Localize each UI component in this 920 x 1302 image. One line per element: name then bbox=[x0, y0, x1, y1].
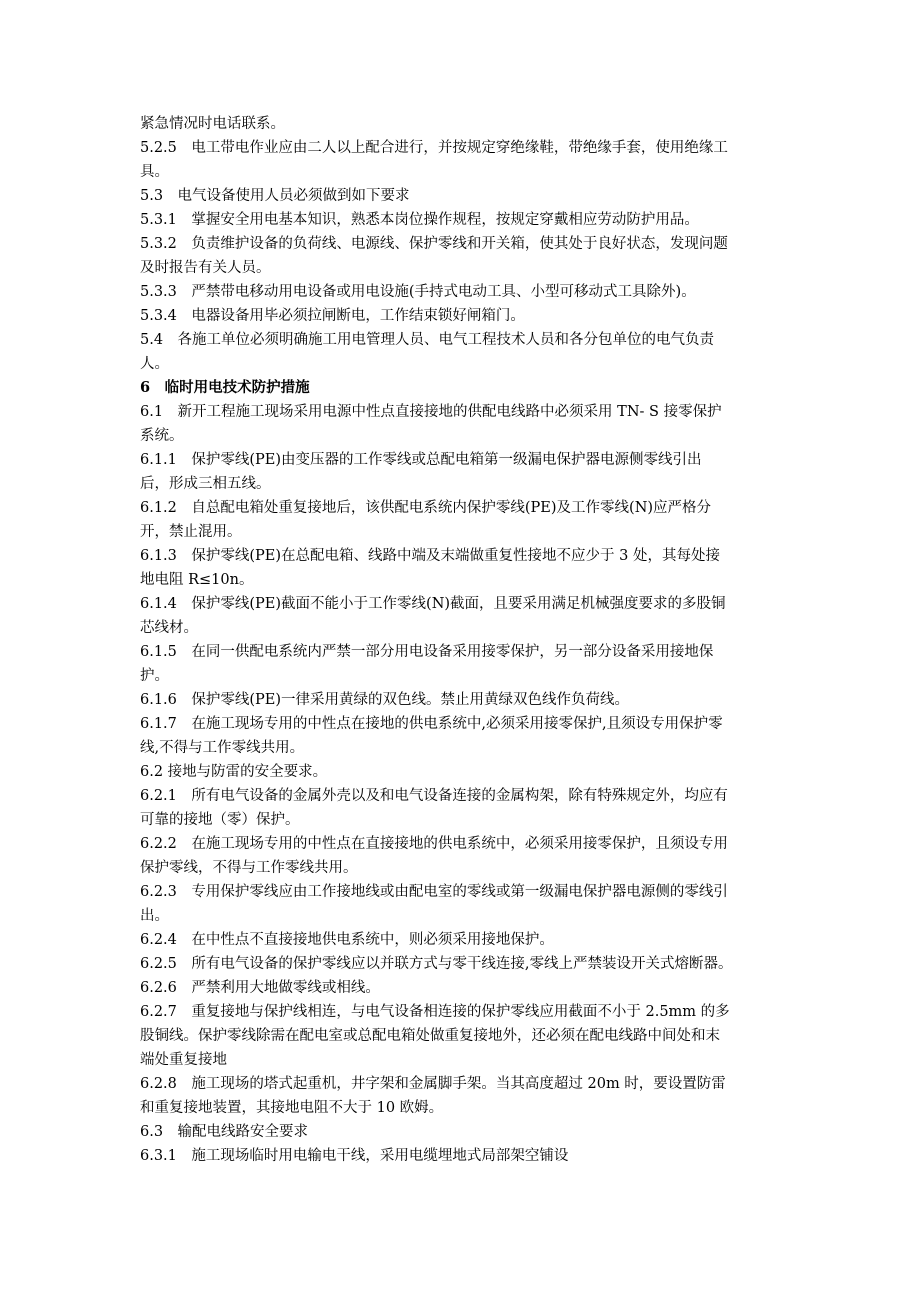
text-line: 5.3.4 电器设备用毕必须拉闸断电，工作结束锁好闸箱门。 bbox=[140, 308, 525, 324]
text-line: 系统。 bbox=[140, 428, 184, 444]
text-line: 端处重复接地 bbox=[140, 1052, 227, 1068]
text-line: 可靠的接地（零）保护。 bbox=[140, 812, 300, 828]
text-line: 保护零线，不得与工作零线共用。 bbox=[140, 860, 358, 876]
text-line: 5.3.2 负责维护设备的负荷线、电源线、保护零线和开关箱，使其处于良好状态，发现问题 bbox=[140, 236, 728, 252]
text-line: 6.1.1 保护零线(PE)由变压器的工作零线或总配电箱第一级漏电保护器电源侧零线引出 bbox=[140, 452, 702, 468]
text-line: 6.3.1 施工现场临时用电输电干线，采用电缆埋地式局部架空铺设 bbox=[140, 1148, 569, 1164]
text-line: 6.3 输配电线路安全要求 bbox=[140, 1124, 309, 1140]
text-line: 6.1.3 保护零线(PE)在总配电箱、线路中端及末端做重复性接地不应少于 3 处，其每处接 bbox=[140, 548, 720, 564]
text-line: 开，禁止混用。 bbox=[140, 524, 242, 540]
text-line: 6.2.8 施工现场的塔式起重机，井字架和金属脚手架。当其高度超过 20m 时，要设置防雷 bbox=[140, 1076, 726, 1092]
text-line: 及时报告有关人员。 bbox=[140, 260, 271, 276]
text-line: 人。 bbox=[140, 356, 169, 372]
text-line: 5.4 各施工单位必须明确施工用电管理人员、电气工程技术人员和各分包单位的电气负责 bbox=[140, 332, 715, 348]
text-line: 6.2.3 专用保护零线应由工作接地线或由配电室的零线或第一级漏电保护器电源侧的零线引 bbox=[140, 884, 728, 900]
text-line: 6.1 新开工程施工现场采用电源中性点直接接地的供配电线路中必须采用 TN- S 接零保护 bbox=[140, 404, 722, 420]
text-line: 6.2.5 所有电气设备的保护零线应以并联方式与零干线连接,零线上严禁装设开关式熔断器。 bbox=[140, 956, 733, 972]
text-line: 护。 bbox=[140, 668, 169, 684]
section-heading: 6 临时用电技术防护措施 bbox=[140, 379, 310, 396]
text-line: 出。 bbox=[140, 908, 169, 924]
text-line: 6.2 接地与防雷的安全要求。 bbox=[140, 764, 328, 780]
text-line: 紧急情况时电话联系。 bbox=[140, 116, 285, 132]
text-line: 6.1.2 自总配电箱处重复接地后，该供配电系统内保护零线(PE)及工作零线(N)应严格分 bbox=[140, 500, 712, 516]
text-line: 6.2.2 在施工现场专用的中性点在直接接地的供电系统中，必须采用接零保护，且须设专用 bbox=[140, 836, 728, 852]
text-line: 具。 bbox=[140, 164, 169, 180]
text-line: 6.2.4 在中性点不直接接地供电系统中，则必须采用接地保护。 bbox=[140, 932, 554, 948]
text-line: 6.1.4 保护零线(PE)截面不能小于工作零线(N)截面，且要采用满足机械强度要求的多股铜 bbox=[140, 596, 726, 612]
text-line: 股铜线。保护零线除需在配电室或总配电箱处做重复接地外，还必须在配电线路中间处和末 bbox=[140, 1028, 720, 1044]
text-line: 6.2.1 所有电气设备的金属外壳以及和电气设备连接的金属构架，除有特殊规定外，均应有 bbox=[140, 788, 728, 804]
text-line: 6.1.6 保护零线(PE)一律采用黄绿的双色线。禁止用黄绿双色线作负荷线。 bbox=[140, 692, 630, 708]
text-line: 6.1.5 在同一供配电系统内严禁一部分用电设备采用接零保护，另一部分设备采用接地保 bbox=[140, 644, 714, 660]
text-line: 5.2.5 电工带电作业应由二人以上配合进行，并按规定穿绝缘鞋，带绝缘手套，使用绝缘工 bbox=[140, 140, 728, 156]
text-line: 地电阻 R≤10n。 bbox=[140, 572, 254, 588]
text-line: 5.3.1 掌握安全用电基本知识，熟悉本岗位操作规程，按规定穿戴相应劳动防护用品。 bbox=[140, 212, 699, 228]
text-line: 5.3 电气设备使用人员必须做到如下要求 bbox=[140, 188, 410, 204]
text-line: 和重复接地装置，其接地电阻不大于 10 欧姆。 bbox=[140, 1100, 444, 1116]
document-page bbox=[140, 112, 790, 1168]
text-line: 6.1.7 在施工现场专用的中性点在接地的供电系统中,必须采用接零保护,且须设专用保护零 bbox=[140, 716, 723, 732]
text-line: 5.3.3 严禁带电移动用电设备或用电设施(手持式电动工具、小型可移动式工具除外)。 bbox=[140, 284, 696, 300]
text-line: 线,不得与工作零线共用。 bbox=[140, 740, 305, 756]
text-line: 后，形成三相五线。 bbox=[140, 476, 271, 492]
text-line: 芯线材。 bbox=[140, 620, 198, 636]
text-line: 6.2.6 严禁利用大地做零线或相线。 bbox=[140, 980, 380, 996]
text-line: 6.2.7 重复接地与保护线相连，与电气设备相连接的保护零线应用截面不小于 2.5mm 的多 bbox=[140, 1004, 730, 1020]
